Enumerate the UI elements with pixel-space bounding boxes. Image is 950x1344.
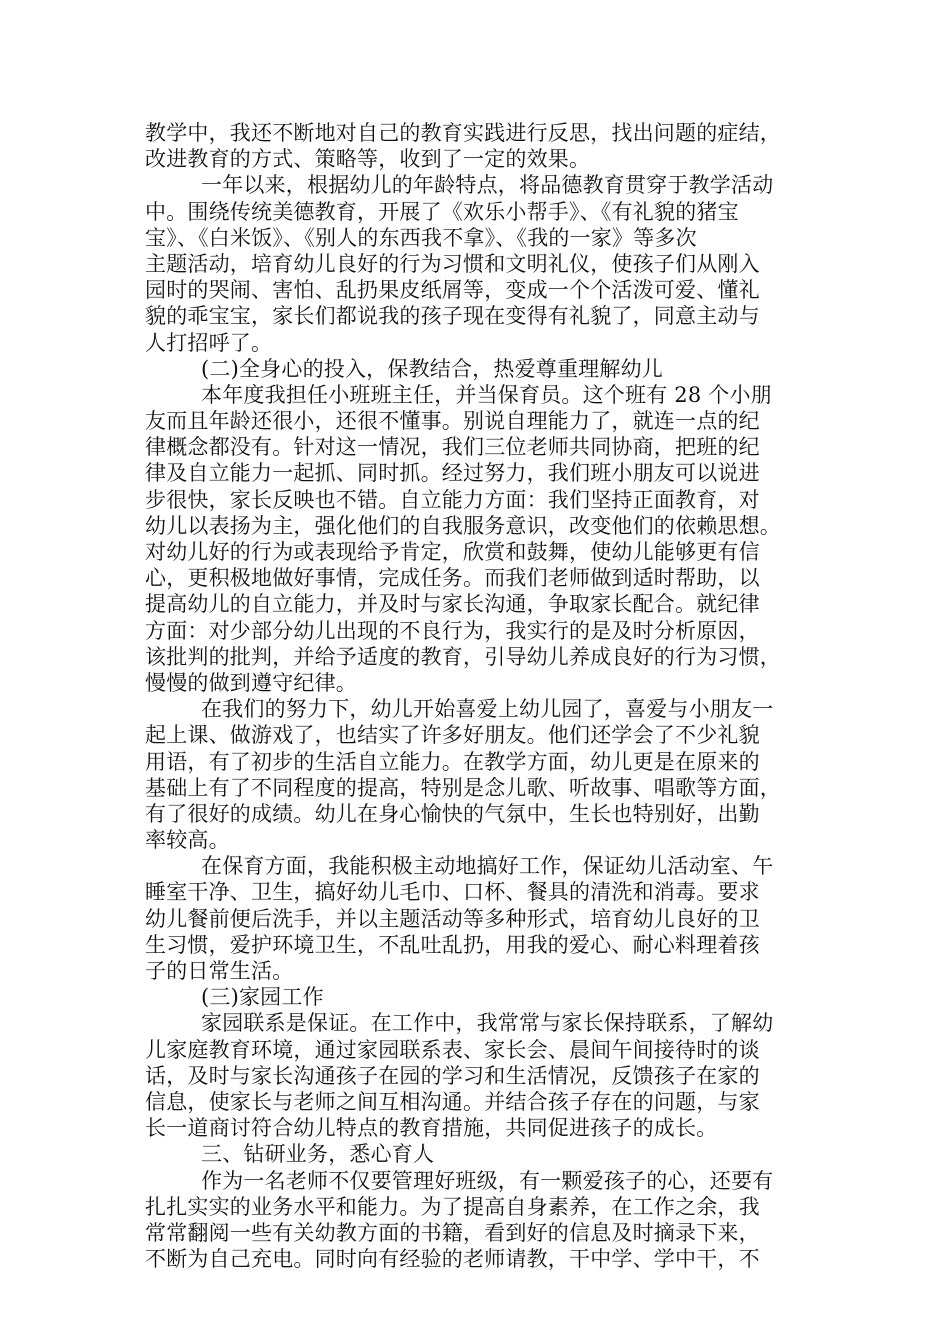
- text-line: 有了很好的成绩。幼儿在身心愉快的气氛中，生长也特别好，出勤: [145, 801, 760, 826]
- document-body: [145, 120, 815, 1272]
- text-line: 教学中，我还不断地对自己的教育实践进行反思，找出问题的症结，: [145, 121, 781, 145]
- text-line: 家园联系是保证。在工作中，我常常与家长保持联系，了解幼: [201, 1011, 774, 1036]
- text-line: 长一道商讨符合幼儿特点的教育措施，共同促进孩子的成长。: [145, 1116, 718, 1141]
- text-line: 对幼儿好的行为或表现给予肯定，欣赏和鼓舞，使幼儿能够更有信: [145, 540, 760, 564]
- text-line: 律及自立能力一起抓、同时抓。经过努力，我们班小朋友可以说进: [145, 461, 760, 486]
- text-line: 基础上有了不同程度的提高，特别是念儿歌、听故事、唱歌等方面，: [145, 775, 781, 800]
- text-line: 在保育方面，我能积极主动地搞好工作，保证幼儿活动室、午: [201, 854, 774, 879]
- text-line: 律概念都没有。针对这一情况，我们三位老师共同协商，把班的纪: [145, 435, 760, 460]
- text-line: 人打招呼了。: [145, 330, 273, 355]
- text-line: 慢慢的做到遵守纪律。: [145, 670, 357, 695]
- text-line: 儿家庭教育环境，通过家园联系表、家长会、晨间午间接待时的谈: [145, 1037, 760, 1062]
- text-line: 用语，有了初步的生活自立能力。在教学方面，幼儿更是在原来的: [145, 749, 760, 774]
- text-line: 步很快，家长反映也不错。自立能力方面：我们坚持正面教育，对: [145, 487, 760, 512]
- text-line: 率较高。: [145, 828, 230, 853]
- text-line: 心，更积极地做好事情，完成任务。而我们老师做到适时帮助，以: [145, 566, 760, 591]
- text-line: 该批判的批判，并给予适度的教育，引导幼儿养成良好的行为习惯，: [145, 644, 781, 669]
- text-line: 貌的乖宝宝，家长们都说我的孩子现在变得有礼貌了，同意主动与: [145, 304, 760, 329]
- text-line: 一年以来，根据幼儿的年龄特点，将品德教育贯穿于教学活动: [201, 173, 774, 198]
- text-line: 睡室干净、卫生，搞好幼儿毛巾、口杯、餐具的清洗和消毒。要求: [145, 880, 760, 905]
- text-line: 常常翻阅一些有关幼教方面的书籍，看到好的信息及时摘录下来，: [145, 1220, 760, 1245]
- text-line: 本年度我担任小班班主任，并当保育员。这个班有 28 个小朋: [201, 382, 772, 407]
- text-line: 方面：对少部分幼儿出现的不良行为，我实行的是及时分析原因，: [145, 618, 760, 643]
- text-line: 友而且年龄还很小，还很不懂事。别说自理能力了，就连一点的纪: [145, 409, 760, 434]
- text-line: 子的日常生活。: [145, 959, 294, 983]
- text-line: 幼儿餐前便后洗手，并以主题活动等多种形式，培育幼儿良好的卫: [145, 906, 760, 931]
- text-line: 话，及时与家长沟通孩子在园的学习和生活情况，反馈孩子在家的: [145, 1063, 760, 1088]
- text-line: 提高幼儿的自立能力，并及时与家长沟通，争取家长配合。就纪律: [145, 592, 760, 617]
- text-line: 幼儿以表扬为主，强化他们的自我服务意识，改变他们的依赖思想。: [145, 513, 781, 538]
- text-line: 信息，使家长与老师之间互相沟通。并结合孩子存在的问题，与家: [145, 1089, 760, 1114]
- text-line: 在我们的努力下，幼儿开始喜爱上幼儿园了，喜爱与小朋友一: [201, 697, 774, 722]
- text-line: 中。围绕传统美德教育，开展了《欢乐小帮手》、《有礼貌的猪宝: [145, 199, 739, 224]
- text-line: 主题活动，培育幼儿良好的行为习惯和文明礼仪，使孩子们从刚入: [145, 251, 760, 276]
- text-line: 园时的哭闹、害怕、乱扔果皮纸屑等，变成一个个活泼可爱、懂礼: [145, 278, 760, 303]
- text-line: 生习惯，爱护环境卫生，不乱吐乱扔，用我的爱心、耐心料理着孩: [145, 932, 760, 957]
- text-line: 作为一名老师不仅要管理好班级，有一颗爱孩子的心，还要有: [201, 1168, 774, 1193]
- text-line: (二)全身心的投入，保教结合，热爱尊重理解幼儿: [201, 356, 663, 381]
- text-line: 宝》、《白米饭》、《别人的东西我不拿》、《我的一家》等多次: [145, 225, 697, 250]
- text-line: 不断为自己充电。同时向有经验的老师请教，干中学、学中干，不: [145, 1247, 760, 1272]
- text-line: 三、钻研业务，悉心育人: [201, 1142, 435, 1167]
- text-line: 改进教育的方式、策略等，收到了一定的效果。: [145, 147, 591, 172]
- text-line: 扎扎实实的业务水平和能力。为了提高自身素养，在工作之余，我: [145, 1194, 760, 1219]
- text-line: 起上课、做游戏了，也结实了许多好朋友。他们还学会了不少礼貌: [145, 723, 760, 748]
- text-line: (三)家园工作: [201, 985, 324, 1010]
